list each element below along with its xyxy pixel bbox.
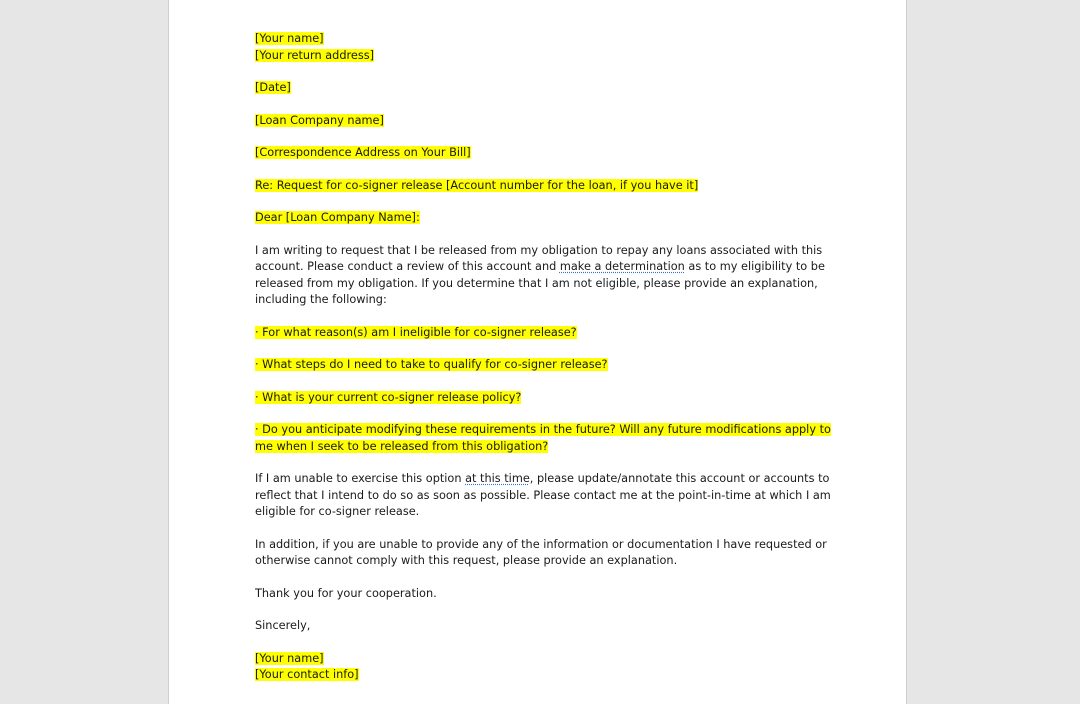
thanks-text: Thank you for your cooperation.: [255, 586, 437, 600]
signature-contact-placeholder[interactable]: [Your contact info]: [255, 668, 359, 681]
intro-line-4: including the following:: [255, 293, 387, 306]
closing-text: Sincerely,: [255, 619, 311, 632]
company-address-block: [255, 145, 815, 162]
bullet-4-line-1[interactable]: · Do you anticipate modifying these requirements in the future? Will any future modifications apply to: [255, 423, 831, 436]
option-line-1-end: , please update/annotate this account or accounts to: [529, 472, 830, 485]
salutation-block: [255, 210, 815, 227]
company-name-placeholder[interactable]: [Loan Company name]: [255, 113, 384, 127]
addition-paragraph[interactable]: [255, 537, 827, 570]
option-paragraph[interactable]: [255, 471, 831, 521]
bullet-1: [255, 325, 815, 342]
option-line-1: [255, 471, 830, 488]
bullet-1-text[interactable]: · For what reason(s) am I ineligible for co-signer release?: [255, 325, 577, 339]
addition-line-1: In addition, if you are unable to provide any of the information or documentation I have requested or: [255, 537, 827, 551]
date-block: [255, 80, 815, 97]
intro-line-2-end: as to my eligibility to be: [684, 260, 825, 273]
intro-paragraph[interactable]: [255, 243, 825, 309]
thanks-paragraph[interactable]: [255, 586, 815, 603]
bullet-4: [255, 422, 831, 455]
letter-body: [255, 31, 831, 700]
bullet-2-text[interactable]: · What steps do I need to take to qualify for co-signer release?: [255, 358, 608, 371]
intro-line-1: I am writing to request that I be released from my obligation to repay any loans associated with this: [255, 243, 823, 257]
grammar-flag-at-this-time[interactable]: at this time: [465, 472, 530, 485]
bullet-4-line-2[interactable]: me when I seek to be released from this obligation?: [255, 439, 549, 453]
intro-line-2-start: account. Please conduct a review of this account and: [255, 260, 560, 273]
grammar-flag-make-a-determination[interactable]: make a determination: [559, 260, 685, 273]
signature-name-placeholder[interactable]: [Your name]: [255, 651, 324, 665]
bullet-3-text[interactable]: · What is your current co-signer release policy?: [255, 390, 522, 404]
intro-line-2: [255, 259, 825, 276]
date-placeholder[interactable]: [Date]: [255, 81, 291, 94]
document-page: [168, 0, 907, 704]
signature-block: [255, 651, 815, 684]
sender-block: [255, 31, 815, 64]
sender-address-placeholder[interactable]: [Your return address]: [255, 48, 375, 62]
bullet-2: [255, 357, 815, 374]
option-line-1-start: If I am unable to exercise this option: [255, 472, 466, 485]
intro-line-3: released from my obligation. If you determine that I am not eligible, please provide an explanation,: [255, 276, 818, 290]
company-name-block: [255, 113, 815, 130]
re-line-block: [255, 178, 815, 195]
re-line[interactable]: Re: Request for co-signer release [Account number for the loan, if you have it]: [255, 178, 699, 192]
option-line-2: reflect that I intend to do so as soon as possible. Please contact me at the point-in-time at which I am: [255, 488, 831, 502]
salutation[interactable]: Dear [Loan Company Name]:: [255, 211, 420, 224]
sender-name-placeholder[interactable]: [Your name]: [255, 32, 324, 45]
bullet-3: [255, 390, 815, 407]
company-address-placeholder[interactable]: [Correspondence Address on Your Bill]: [255, 146, 471, 159]
closing-paragraph[interactable]: [255, 618, 815, 635]
addition-line-2: otherwise cannot comply with this request, please provide an explanation.: [255, 554, 678, 567]
option-line-3: eligible for co-signer release.: [255, 505, 420, 518]
